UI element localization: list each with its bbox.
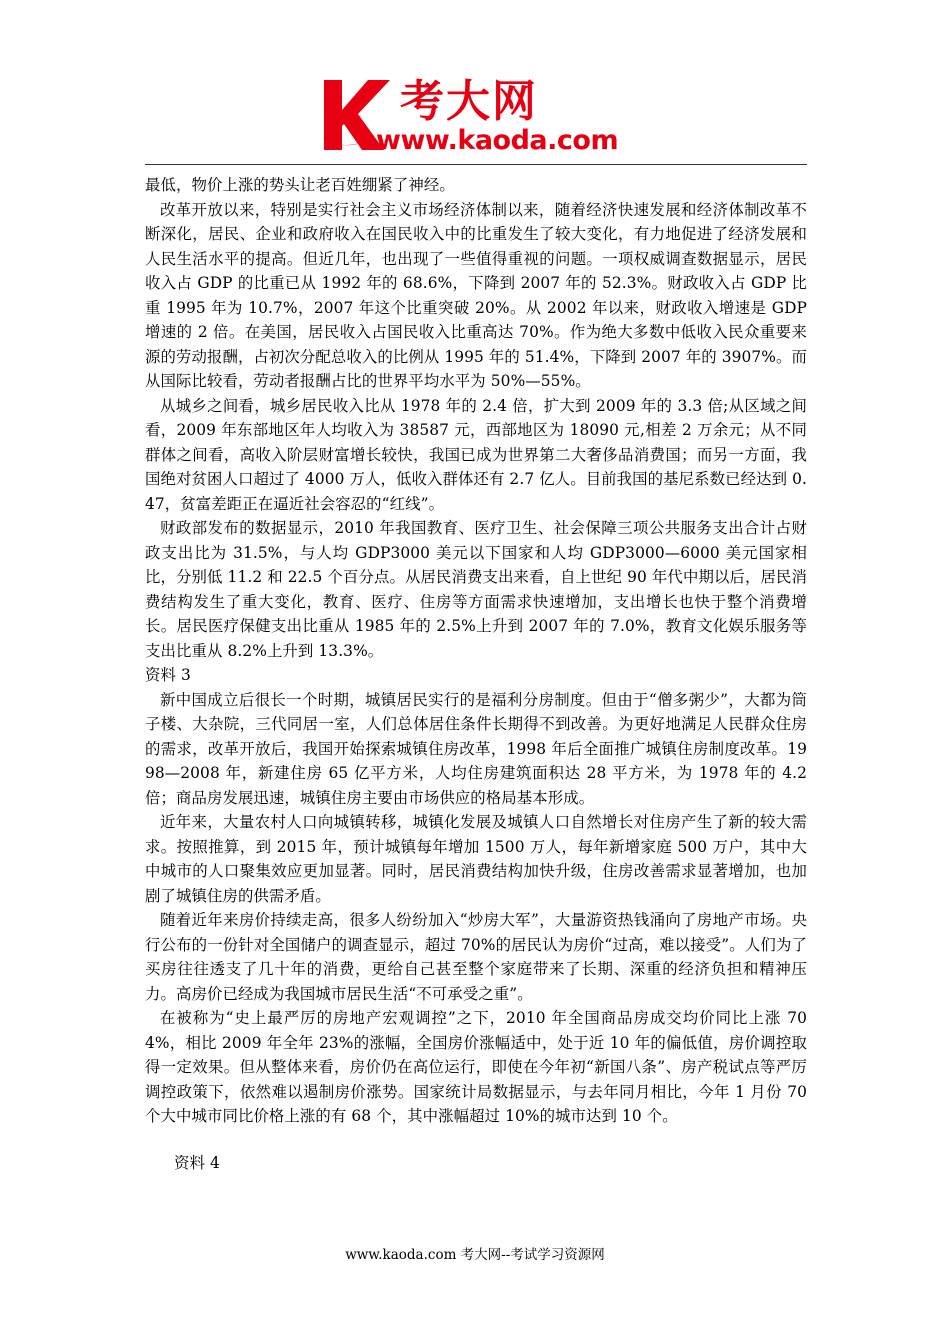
section-heading-material-3: 资料 3 bbox=[145, 666, 191, 684]
paragraph-macro-control: 在被称为“史上最严厉的房地产宏观调控”之下，2010 年全国商品房成交均价同比上涨 704%，相比 2009 年全年 23%的涨幅，全国房价涨幅适中，处于近 10 年的偏低值，房价调控取得一定效果。但从整体来看，房价仍在高位运行，即使在今年初“新国八条”、房产税试点等严厉调控政策下，依然难以遏制房价涨势。国家统计局数据显示，与去年同月相比，今年 1 月份 70 个大中城市同比价格上涨的有 68 个，其中涨幅超过 10%的城市达到 10 个。 bbox=[145, 1009, 807, 1125]
paragraph-urbanization-demand: 近年来，大量农村人口向城镇转移，城镇化发展及城镇人口自然增长对住房产生了新的较大需求。按照推算，到 2015 年，预计城镇每年增加 1500 万人，每年新增家庭 500 万户，其中大中城市的人口聚集效应更加显著。同时，居民消费结构加快升级，住房改善需求显著增加，也加剧了城镇住房的供需矛盾。 bbox=[145, 813, 807, 905]
paragraph-public-spending: 财政部发布的数据显示，2010 年我国教育、医疗卫生、社会保障三项公共服务支出合计占财政支出比为 31.5%，与人均 GDP3000 美元以下国家和人均 GDP3000—6000 美元国家相比，分别低 11.2 和 22.5 个百分点。从居民消费支出来看，自上世纪 90 年代中期以后，居民消费结构发生了重大变化，教育、医疗、住房等方面需求快速增加，支出增长也快于整个消费增长。居民医疗保健支出比重从 1985 年的 2.5%上升到 2007 年的 7.0%，教育文化娱乐服务等支出比重从 8.2%上升到 13.3%。 bbox=[145, 519, 807, 660]
paragraph-urban-rural-gap: 从城乡之间看，城乡居民收入比从 1978 年的 2.4 倍，扩大到 2009 年的 3.3 倍;从区域之间看，2009 年东部地区年人均收入为 38587 元，西部地区为 18090 元,相差 2 万余元；从不同群体之间看，高收入阶层财富增长较快，我国已成为世界第二大奢侈品消费国；而另一方面，我国绝对贫困人口超过了 4000 万人，低收入群体还有 2.7 亿人。目前我国的基尼系数已经达到 0.47，贫富差距正在逼近社会容忍的“红线”。 bbox=[145, 396, 807, 513]
paragraph-housing-prices: 随着近年来房价持续走高，很多人纷纷加入“炒房大军”，大量游资热钱涌向了房地产市场。央行公布的一份针对全国储户的调查显示，超过 70%的居民认为房价“过高，难以接受”。人们为了买房往往透支了几十年的消费，更给自己甚至整个家庭带来了长期、深重的经济负担和精神压力。高房价已经成为我国城市居民生活“不可承受之重”。 bbox=[145, 911, 807, 1003]
logo-url-text: www.kaoda.com bbox=[376, 125, 619, 156]
paragraph-income-share: 改革开放以来，特别是实行社会主义市场经济体制以来，随着经济快速发展和经济体制改革不断深化，居民、企业和政府收入在国民收入中的比重发生了较大变化，有力地促进了经济发展和人民生活水平的提高。但近几年，也出现了一些值得重视的问题。一项权威调查数据显示，居民收入占 GDP 的比重已从 1992 年的 68.6%，下降到 2007 年的 52.3%。财政收入占 GDP 比重 1995 年为 10.7%，2007 年这个比重突破 20%。从 2002 年以来，财政收入增速是 GDP 增速的 2 倍。在美国，居民收入占国民收入比重高达 70%。作为绝大多数中低收入民众重要来源的劳动报酬，占初次分配总收入的比例从 1995 年的 51.4%，下降到 2007 年的 3907%。而从国际比较看，劳动者报酬占比的世界平均水平为 50%—55%。 bbox=[145, 200, 808, 390]
header-divider bbox=[145, 164, 807, 165]
site-logo[interactable] bbox=[318, 76, 648, 160]
paragraph-housing-reform: 新中国成立后很长一个时期，城镇居民实行的是福利分房制度。但由于“僧多粥少”，大都为筒子楼、大杂院，三代同居一室，人们总体居住条件长期得不到改善。为更好地满足人民群众住房的需求，改革开放后，我国开始探索城镇住房改革，1998 年后全面推广城镇住房制度改革。1998—2008 年，新建住房 65 亿平方米，人均住房建筑面积达 28 平方米，为 1978 年的 4.2 倍；商品房发展迅速，城镇住房主要由市场供应的格局基本形成。 bbox=[145, 690, 807, 807]
logo-chinese-text: 考大网 bbox=[400, 76, 538, 127]
document-body bbox=[145, 173, 807, 1175]
page-footer[interactable]: www.kaoda.com 考大网--考试学习资源网 bbox=[345, 1247, 605, 1263]
paragraph-continued: 最低，物价上涨的势头让老百姓绷紧了神经。 bbox=[145, 176, 455, 194]
section-heading-material-4: 资料 4 bbox=[174, 1153, 220, 1172]
